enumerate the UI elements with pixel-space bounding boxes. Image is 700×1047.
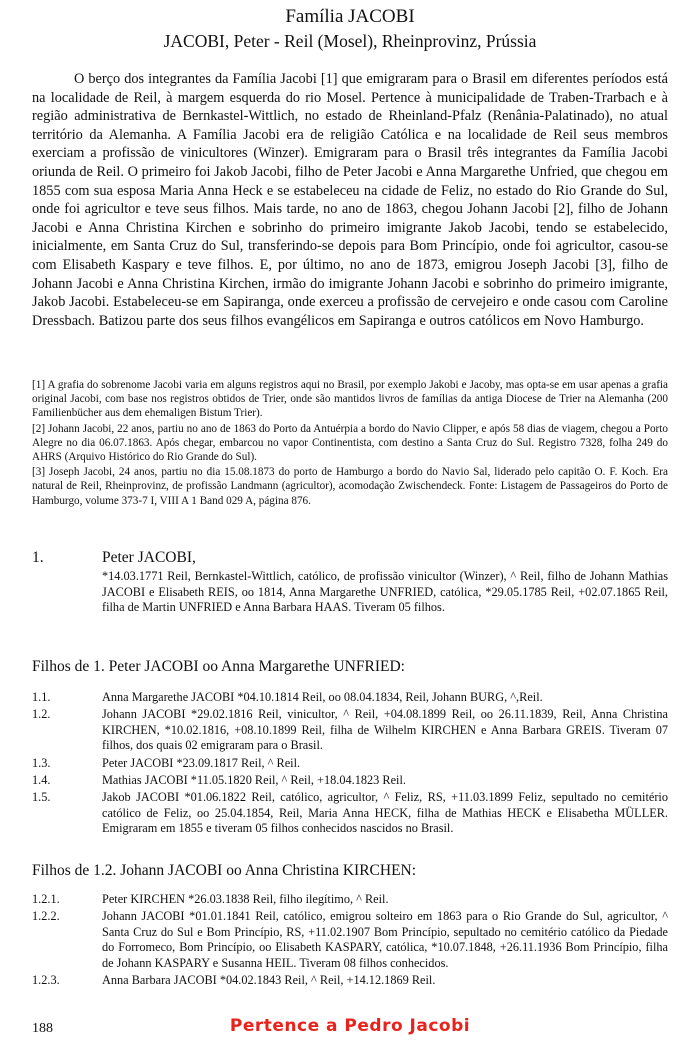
item-text: Jakob JACOBI *01.06.1822 Reil, católico, agricultor, ^ Feliz, RS, +11.03.1899 Feliz, sepultado no cemitério católico de Feliz, oo 25.04.1854, Reil, Maria Anna HECK, filha de Mathias HECK e Elisabetha MÜLLER. Emigraram em 1855 e tiveram 05 filhos conhecidos nascidos no Brasil.: [102, 790, 668, 836]
person-details: *14.03.1771 Reil, Bernkastel-Wittlich, católico, de profissão vinicultor (Winzer), ^ Reil, filho de Johann Mathias JACOBI e Elisabeth REIS, oo 1814, Anna Margarethe UNFRIED, católica, *29.05.1785 Reil, +02.07.1865 Reil, filha de Martin UNFRIED e Anna Barbara HAAS. Tiveram 05 filhos.: [102, 569, 668, 615]
item-number: 1.4.: [32, 773, 51, 788]
entry-number: 1.: [32, 549, 44, 566]
item-number: 1.2.3.: [32, 973, 60, 988]
list-item: [32, 790, 668, 836]
list-item: [32, 773, 668, 788]
item-text: Johann JACOBI *29.02.1816 Reil, vinicultor, ^ Reil, +04.08.1899 Reil, oo 26.11.1839, Reil, Anna Christina KIRCHEN, *10.02.1816, +08.10.1899 Reil, filha de Wilhelm KIRCHEN e Anna Barbara GREIS. Tiveram 07 filhos, dos quais 02 emigraram para o Brasil.: [102, 707, 668, 753]
page-title: Família JACOBI: [285, 6, 415, 27]
list-item: [32, 756, 668, 771]
list-item: [32, 909, 668, 971]
section-heading-children-1: Filhos de 1. Peter JACOBI oo Anna Margarethe UNFRIED:: [32, 658, 405, 675]
section-heading-children-1-2: Filhos de 1.2. Johann JACOBI oo Anna Christina KIRCHEN:: [32, 862, 417, 879]
intro-paragraph: O berço dos integrantes da Família Jacobi [1] que emigraram para o Brasil em diferentes períodos está na localidade de Reil, à margem esquerda do rio Mosel. Pertence à municipalidade de Traben-Trarbach e à região administrativa de Bernkastel-Wittlich, no estado de Rheinland-Pfalz (Renânia-Palatinado), no atual território da Alemanha. A Família Jacobi era de religião Católica e na localidade de Reil seus membros exerciam a profissão de vinicultores (Winzer). Emigraram para o Brasil três integrantes da Família Jacobi oriunda de Reil. O primeiro foi Jakob Jacobi, filho de Peter Jacobi e Anna Margarethe Unfried, que chegou em 1855 com sua esposa Maria Anna Heck e se estabeleceu na cidade de Feliz, no estado do Rio Grande do Sul, onde foi agricultor e teve seus filhos. Mais tarde, no ano de 1863, chegou Johann Jacobi [2], filho de Johann Jacobi e Anna Christina Kirchen e sobrinho do primeiro imigrante Jakob Jacobi, tendo se estabelecido, inicialmente, em Santa Cruz do Sul, transferindo-se depois para Bom Princípio, onde foi agricultor, casou-se com Elisabeth Kaspary e teve filhos. E, por último, no ano de 1873, emigrou Joseph Jacobi [3], filho de Johann Jacobi e Anna Christina Kirchen, irmão do imigrante Johann Jacobi e sobrinho do primeiro imigrante, Jakob Jacobi. Estabeleceu-se em Sapiranga, onde exerceu a profissão de cervejeiro e onde casou com Caroline Dressbach. Batizou parte dos seus filhos evangélicos em Sapiranga e outros católicos em Novo Hamburgo.: [32, 71, 668, 329]
person-name: Peter JACOBI,: [102, 549, 196, 566]
children-list-1: [32, 690, 668, 839]
footnote-2: [2] Johann Jacobi, 22 anos, partiu no ano de 1863 do Porto da Antuérpia a bordo do Navio Clipper, e após 58 dias de viagem, chegou a Porto Alegre no dia 06.07.1863. Após chegar, embarcou no vapor Continentista, com destino a Santa Cruz do Sul. Registro 7328, folha 249 do AHRS (Arquivo Histórico do Rio Grande do Sul).: [32, 422, 668, 464]
item-number: 1.3.: [32, 755, 51, 770]
ownership-stamp: Pertence a Pedro Jacobi: [229, 1016, 471, 1036]
item-text: Peter KIRCHEN *26.03.1838 Reil, filho ilegítimo, ^ Reil.: [102, 892, 389, 906]
list-item: [32, 707, 668, 753]
item-text: Mathias JACOBI *11.05.1820 Reil, ^ Reil, +18.04.1823 Reil.: [102, 773, 406, 788]
item-text: Anna Barbara JACOBI *04.02.1843 Reil, ^ Reil, +14.12.1869 Reil.: [102, 973, 436, 988]
item-text: Johann JACOBI *01.01.1841 Reil, católico, emigrou solteiro em 1863 para o Rio Grande do Sul, agricultor, ^ Santa Cruz do Sul e Bom Princípio, RS, +11.02.1907 Bom Princípio, sepultado no cemitério católico da Piedade do Forromeco, Bom Princípio, oo Elisabeth KASPARY, católica, *10.07.1848, +26.11.1936 Bom Princípio, filha de Johann KASPARY e Susanna HEIL. Tiveram 08 filhos conhecidos.: [102, 909, 668, 970]
page-subtitle: JACOBI, Peter - Reil (Mosel), Rheinprovinz, Prússia: [163, 31, 537, 51]
children-list-2: [32, 892, 668, 990]
item-number: 1.2.1.: [32, 892, 60, 906]
item-number: 1.2.: [32, 707, 51, 722]
list-item: [32, 892, 668, 907]
item-text: Anna Margarethe JACOBI *04.10.1814 Reil, oo 08.04.1834, Reil, Johann BURG, ^,Reil.: [102, 690, 543, 704]
list-item: [32, 973, 668, 988]
item-number: 1.2.2.: [32, 909, 60, 924]
footnote-1: [1] A grafia do sobrenome Jacobi varia em alguns registros aqui no Brasil, por exemplo Jakobi e Jacoby, mas opta-se em usar apenas a grafia original Jacobi, com base nos registros obtidos de Trier, onde são mantidos livros de famílias da antiga Diocese de Trier na Alemanha (200 Familienbücher aus dem ehemaligen Bistum Trier).: [32, 379, 668, 420]
footnote-3: [3] Joseph Jacobi, 24 anos, partiu no dia 15.08.1873 do porto de Hamburgo a bordo do Navio Sal, liderado pelo capitão O. F. Koch. Era natural de Reil, Rheinprovinz, de profissão Landmann (agricultor), acomodação Zwischendeck. Fonte: Listagem de Passageiros do Porto de Hamburgo, volume 373-7 I, VIII A 1 Band 029 A, página 876.: [32, 466, 668, 507]
list-item: [32, 690, 668, 705]
item-number: 1.1.: [32, 690, 51, 704]
person-entry-1: [32, 549, 668, 616]
item-text: Peter JACOBI *23.09.1817 Reil, ^ Reil.: [102, 755, 301, 770]
item-number: 1.5.: [32, 790, 51, 805]
page-number: 188: [32, 1021, 53, 1036]
footnotes: [32, 378, 668, 509]
